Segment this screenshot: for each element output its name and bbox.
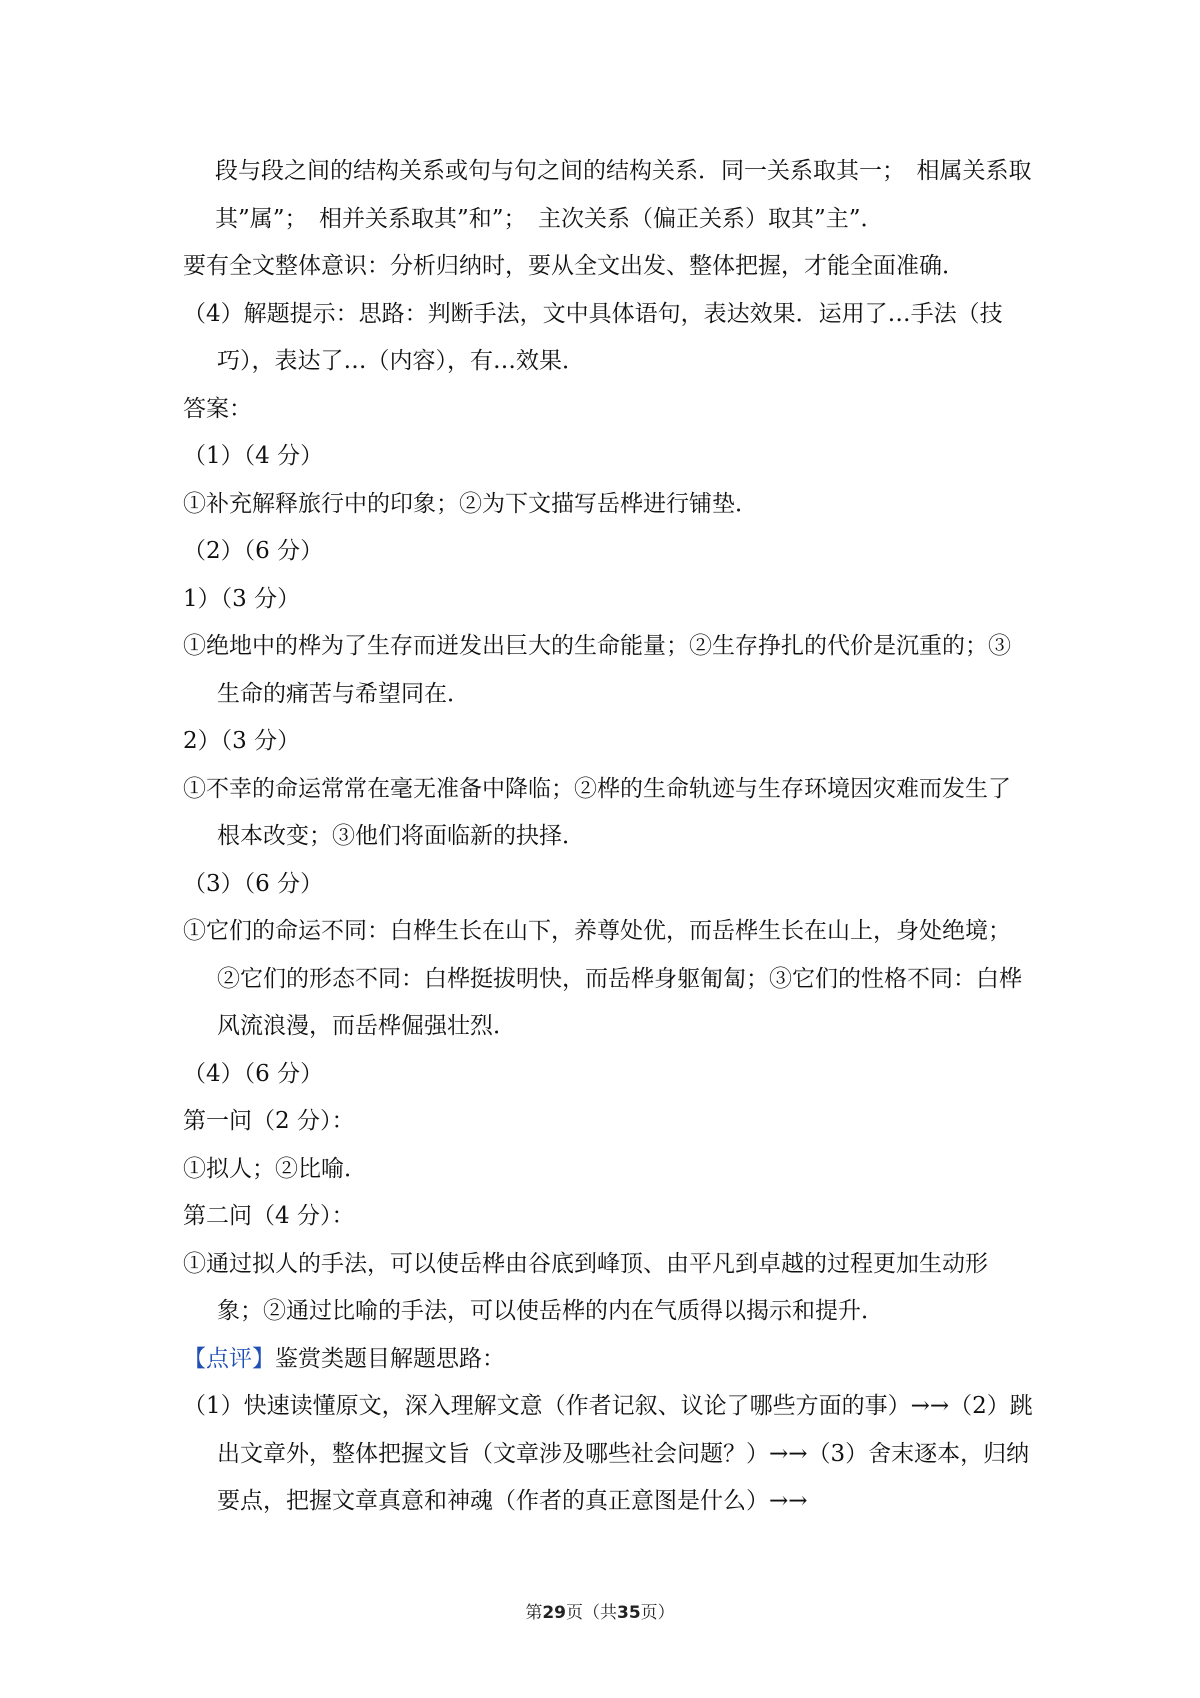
footer-middle: 页（共 [566,1603,617,1623]
answer-part-2-sub2-text: ①不幸的命运常常在毫无准备中降临；②桦的生命轨迹与生存环境因灾难而发生了根本改变；③他们将面临新的抉择． [183,775,1011,849]
answer-part-2-heading: （2）（6 分） [183,538,324,564]
text-line-3: （4）解题提示：思路：判断手法，文中具体语句，表达效果．运用了…手法（技巧），表达了…（内容），有…效果． [183,300,1003,374]
answer-part-2-sub1-text: ①绝地中的桦为了生存而迸发出巨大的生命能量；②生存挣扎的代价是沉重的；③生命的痛苦与希望同在． [183,633,1011,707]
document-body [183,148,1033,1526]
answer-part-4-heading: （4）（6 分） [183,1060,324,1087]
answer-part-4-q1-text: ①拟人；②比喻． [183,1155,367,1182]
comment-line [183,1336,1033,1384]
text-line-1: 段与段之间的结构关系或句与句之间的结构关系．同一关系取其一； 相属关系取其”属”； 相并关系取其”和”； 主次关系（偏正关系）取其”主”． [215,158,1032,232]
answer-part-2-sub2-heading: 2）（3 分） [183,728,301,754]
footer-page-number: 29 [542,1603,566,1623]
footer-prefix: 第 [525,1603,543,1623]
answer-part-4-q1-heading: 第一问（2 分）： [183,1108,355,1134]
answer-part-3-heading: （3）（6 分） [183,870,324,897]
answer-part-3-text: ①它们的命运不同：白桦生长在山下，养尊处优，而岳桦生长在山上，身处绝境；②它们的形态不同：白桦挺拔明快，而岳桦身躯匍匐；③它们的性格不同：白桦风流浪漫，而岳桦倔强壮烈． [183,918,1022,1039]
text-line-2: 要有全文整体意识：分析归纳时，要从全文出发、整体把握，才能全面准确． [183,253,965,279]
answer-heading: 答案： [183,395,252,422]
answer-part-1-heading: （1）（4 分） [183,443,324,469]
answer-part-4-q2-heading: 第二问（4 分）： [183,1203,355,1229]
comment-text: 鉴赏类题目解题思路： [275,1345,505,1372]
answer-part-1-text: ①补充解释旅行中的印象；②为下文描写岳桦进行铺垫． [183,490,758,517]
footer-suffix: 页） [640,1603,675,1623]
answer-part-2-sub1-heading: 1）（3 分） [183,585,301,612]
page-footer [0,1598,1200,1623]
answer-part-4-q2-text: ①通过拟人的手法，可以使岳桦由谷底到峰顶、由平凡到卓越的过程更加生动形象；②通过比喻的手法，可以使岳桦的内在气质得以揭示和提升． [183,1250,988,1324]
comment-steps-text: （1）快速读懂原文，深入理解文意（作者记叙、议论了哪些方面的事）→→（2）跳出文章外，整体把握文旨（文章涉及哪些社会问题？）→→（3）舍末逐本，归纳要点，把握文章真意和神魂（作者的真正意图是什么）→→ [183,1393,1033,1514]
comment-label: 【点评】 [183,1345,275,1372]
footer-total-pages: 35 [617,1603,641,1623]
